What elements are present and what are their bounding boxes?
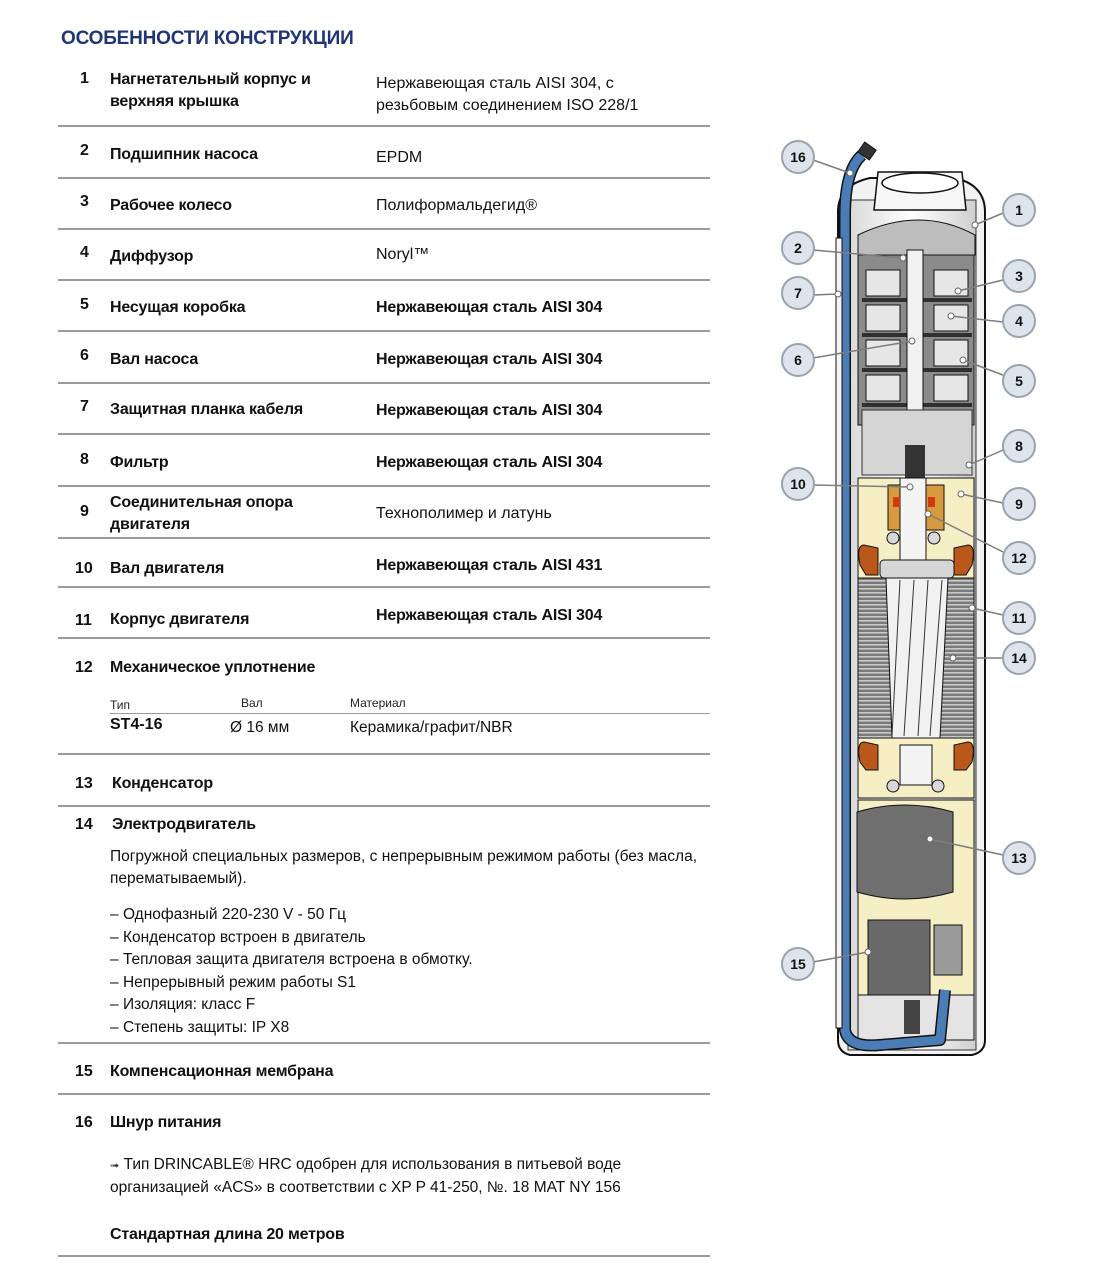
row-number: 4: [80, 244, 89, 261]
row-name: Корпус двигателя: [110, 611, 250, 628]
svg-text:2: 2: [794, 240, 802, 256]
svg-text:7: 7: [794, 285, 802, 301]
motor-feature: – Изоляция: класс F: [110, 994, 473, 1017]
svg-text:10: 10: [790, 476, 806, 492]
row-number: 1: [80, 70, 89, 87]
svg-text:3: 3: [1015, 268, 1023, 284]
row-material: Нержавеющая сталь AISI 431: [376, 557, 603, 574]
cable-guard: [836, 238, 842, 1028]
row-name: Несущая коробка: [110, 299, 246, 316]
callout-4: [1003, 305, 1035, 337]
svg-text:4: 4: [1015, 313, 1023, 329]
capacitor-number: 13: [75, 775, 93, 792]
motor-feature: – Степень защиты: IP X8: [110, 1017, 473, 1040]
row-material: Полиформальдегид®: [376, 197, 537, 214]
seal-material-value: Керамика/графит/NBR: [350, 719, 513, 736]
arrow-icon: ➟: [110, 1160, 120, 1172]
svg-text:14: 14: [1011, 650, 1027, 666]
row-name: Нагнетательный корпус и верхняя крышка: [110, 71, 311, 110]
seal-header-material: Материал: [350, 696, 406, 710]
seal-header-shaft: Вал: [241, 696, 263, 710]
svg-text:13: 13: [1011, 850, 1027, 866]
motor-name: Электродвигатель: [112, 816, 256, 833]
svg-text:5: 5: [1015, 373, 1023, 389]
row-number: 3: [80, 193, 89, 210]
pump-stages: [858, 250, 974, 480]
motor-bottom: [857, 800, 974, 1040]
seal-shaft-value: Ø 16 мм: [230, 719, 290, 736]
seal-header-type: Тип: [110, 698, 131, 712]
callout-1: [1003, 194, 1035, 226]
row-material: Технополимер и латунь: [376, 505, 552, 522]
svg-text:9: 9: [1015, 496, 1023, 512]
callout-10: [782, 468, 814, 500]
callout-12: [1003, 542, 1035, 574]
callout-14: [1003, 642, 1035, 674]
row-name: Фильтр: [110, 454, 169, 471]
callout-3: [1003, 260, 1035, 292]
callout-5: [1003, 365, 1035, 397]
page-title: ОСОБЕННОСТИ КОНСТРУКЦИИ: [61, 28, 354, 49]
cable-name: Шнур питания: [110, 1114, 222, 1131]
svg-text:6: 6: [794, 352, 802, 368]
svg-text:8: 8: [1015, 438, 1023, 454]
row-material: EPDM: [376, 149, 423, 166]
row-material: Нержавеющая сталь AISI 304: [376, 402, 603, 419]
row-number: 5: [80, 296, 89, 313]
row-material: Нержавеющая сталь AISI 304: [376, 351, 603, 368]
motor-feature: – Однофазный 220-230 V - 50 Гц: [110, 904, 473, 927]
row-number: 2: [80, 142, 89, 159]
svg-text:16: 16: [790, 149, 806, 165]
capacitor: [857, 805, 953, 899]
motor-number: 14: [75, 816, 93, 833]
capacitor-name: Конденсатор: [112, 775, 213, 792]
motor-lower-bearing: [858, 738, 974, 798]
svg-text:15: 15: [790, 956, 806, 972]
row-material: Нержавеющая сталь AISI 304, с резьбовым соединением ISO 228/1: [376, 75, 639, 114]
row-material: Нержавеющая сталь AISI 304: [376, 607, 603, 624]
svg-text:1: 1: [1015, 202, 1023, 218]
row-number: 7: [80, 398, 89, 415]
row-name: Рабочее колесо: [110, 197, 232, 214]
row-name: Вал двигателя: [110, 560, 225, 577]
row-name: Вал насоса: [110, 351, 199, 368]
row-number: 6: [80, 347, 89, 364]
callout-7: [782, 277, 814, 309]
motor-feature: – Тепловая защита двигателя встроена в обмотку.: [110, 949, 473, 972]
callout-8: [1003, 430, 1035, 462]
seal-number: 12: [75, 659, 93, 676]
row-name: Диффузор: [110, 248, 194, 265]
row-material: Noryl™: [376, 246, 430, 263]
row-material: Нержавеющая сталь AISI 304: [376, 299, 603, 316]
callout-11: [1003, 602, 1035, 634]
cable-note-text: Тип DRINCABLE® HRC одобрен для использования в питьевой воде организацией «ACS» в соответствии с XP P 41-250, №. 18 MAT NY 156: [110, 1156, 622, 1196]
membrane-name: Компенсационная мембрана: [110, 1063, 334, 1080]
row-name: Соединительная опора двигателя: [110, 494, 293, 533]
callout-6: [782, 344, 814, 376]
row-name: Подшипник насоса: [110, 146, 258, 163]
callout-15: [782, 948, 814, 980]
motor-rotor: [886, 578, 948, 738]
row-name: Защитная планка кабеля: [110, 401, 303, 418]
cable-number: 16: [75, 1114, 93, 1131]
motor-feature: – Непрерывный режим работы S1: [110, 972, 473, 995]
row-number: 8: [80, 451, 89, 468]
callout-13: [1003, 842, 1035, 874]
cable-length: Стандартная длина 20 метров: [110, 1226, 345, 1243]
seal-type-value: ST4-16: [110, 716, 163, 733]
row-number: 11: [75, 612, 92, 629]
seal-name: Механическое уплотнение: [110, 659, 316, 676]
motor-description: Погружной специальных размеров, с непрерывным режимом работы (без масла, перематываемый).: [110, 848, 697, 887]
row-material: Нержавеющая сталь AISI 304: [376, 454, 603, 471]
row-number: 9: [80, 503, 89, 520]
motor-feature: – Конденсатор встроен в двигатель: [110, 927, 473, 950]
callout-9: [1003, 488, 1035, 520]
callout-16: [782, 141, 814, 173]
row-number: 10: [75, 560, 93, 577]
svg-text:12: 12: [1011, 550, 1027, 566]
membrane-number: 15: [75, 1063, 93, 1080]
membrane: [868, 920, 930, 998]
svg-text:11: 11: [1011, 610, 1027, 626]
callout-2: [782, 232, 814, 264]
